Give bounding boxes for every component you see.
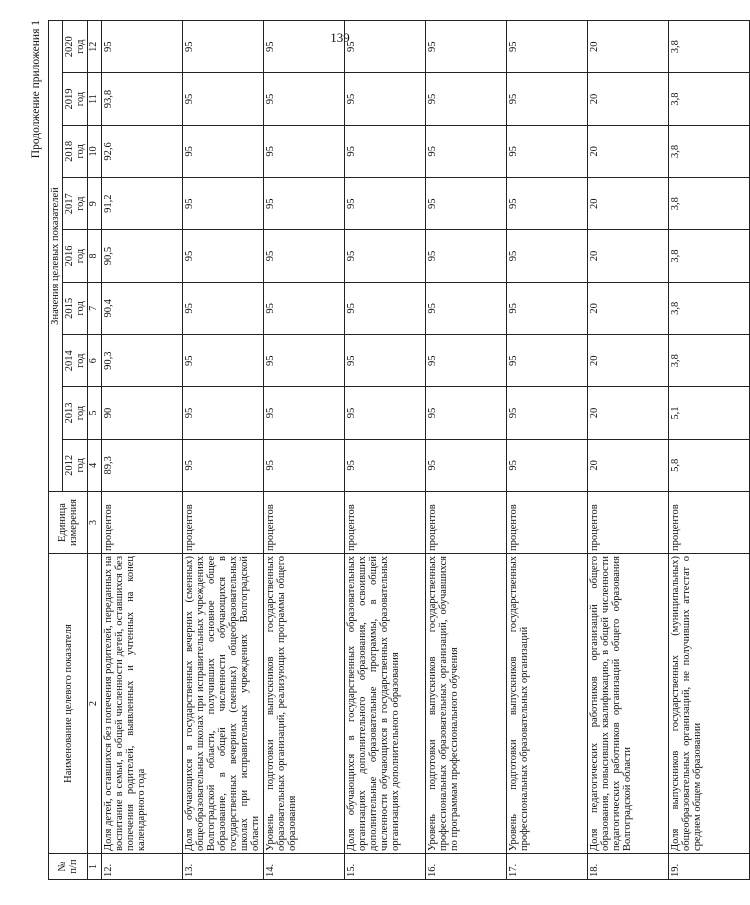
- value-cell: 95: [344, 335, 425, 387]
- value-cell: 90,3: [101, 335, 182, 387]
- value-cell: 3,8: [668, 21, 749, 73]
- value-cell: 95: [506, 178, 587, 230]
- value-cell: 5,1: [668, 387, 749, 439]
- value-cell: 20: [587, 73, 668, 125]
- row-number: 16.: [425, 854, 506, 880]
- value-cell: 3,8: [668, 335, 749, 387]
- value-cell: 95: [425, 335, 506, 387]
- column-index: 7: [88, 282, 102, 334]
- value-cell: 95: [506, 125, 587, 177]
- row-number: 13.: [182, 854, 263, 880]
- header-num: № п/п: [49, 854, 88, 880]
- header-year: 2017 год: [63, 178, 88, 230]
- table-row: [101, 21, 182, 880]
- value-cell: 95: [263, 439, 344, 491]
- value-cell: 95: [425, 178, 506, 230]
- unit-cell: процентов: [101, 492, 182, 554]
- row-number: 18.: [587, 854, 668, 880]
- value-cell: 90,4: [101, 282, 182, 334]
- value-cell: 95: [182, 73, 263, 125]
- value-cell: 95: [425, 230, 506, 282]
- header-name: Наименование целевого показателя: [49, 554, 88, 854]
- value-cell: 89,3: [101, 439, 182, 491]
- value-cell: 90,5: [101, 230, 182, 282]
- unit-cell: процентов: [182, 492, 263, 554]
- value-cell: 20: [587, 125, 668, 177]
- table-row: [668, 21, 749, 880]
- value-cell: 95: [344, 230, 425, 282]
- column-index: 8: [88, 230, 102, 282]
- value-cell: 95: [182, 439, 263, 491]
- value-cell: 20: [587, 230, 668, 282]
- row-number: 15.: [344, 854, 425, 880]
- column-index: 12: [88, 21, 102, 73]
- header-year: 2019 год: [63, 73, 88, 125]
- value-cell: 95: [506, 230, 587, 282]
- column-index-row: [88, 21, 102, 880]
- value-cell: 93,8: [101, 73, 182, 125]
- row-number: 14.: [263, 854, 344, 880]
- value-cell: 95: [344, 178, 425, 230]
- value-cell: 95: [344, 439, 425, 491]
- value-cell: 95: [506, 387, 587, 439]
- value-cell: 3,8: [668, 230, 749, 282]
- value-cell: 95: [263, 21, 344, 73]
- column-index: 11: [88, 73, 102, 125]
- unit-cell: процентов: [263, 492, 344, 554]
- value-cell: 95: [506, 439, 587, 491]
- value-cell: 3,8: [668, 73, 749, 125]
- indicator-name: Доля педагогических работников организаций общего образования, повысивших квалификацию, в общей численности педагогических работников организаций общего образования Волгоградской области: [587, 554, 668, 854]
- indicator-name: Доля детей, оставшихся без попечения родителей, переданных на воспитание в семьи, в общей численности детей, оставшихся без попечения родителей, выявленных и учтенных на конец календарного года: [101, 554, 182, 854]
- unit-cell: процентов: [668, 492, 749, 554]
- value-cell: 20: [587, 282, 668, 334]
- indicator-name: Уровень подготовки выпускников государственных образовательных организаций, реализующих программы общего образования: [263, 554, 344, 854]
- value-cell: 3,8: [668, 282, 749, 334]
- value-cell: 95: [182, 387, 263, 439]
- value-cell: 90: [101, 387, 182, 439]
- value-cell: 95: [182, 125, 263, 177]
- value-cell: 95: [182, 230, 263, 282]
- value-cell: 95: [182, 21, 263, 73]
- indicator-name: Уровень подготовки выпускников государственных профессиональных образовательных организаций: [506, 554, 587, 854]
- indicator-name: Доля обучающихся в государственных образовательных организациях дополнительного образования, освоивших дополнительные образовательные программы, в общей численности обучающихся в государственных образовательных организациях дополнительного образования: [344, 554, 425, 854]
- unit-cell: процентов: [425, 492, 506, 554]
- column-index: 4: [88, 439, 102, 491]
- value-cell: 95: [263, 73, 344, 125]
- column-index: 1: [88, 854, 102, 880]
- indicators-table: [48, 20, 750, 880]
- column-index: 10: [88, 125, 102, 177]
- row-number: 17.: [506, 854, 587, 880]
- header-year: 2015 год: [63, 282, 88, 334]
- value-cell: 20: [587, 178, 668, 230]
- indicator-name: Доля обучающихся в государственных вечерних (сменных) общеобразовательных школах при исправительных учреждениях Волгоградской области, получивших основное общее образование, в общей численности обучающихся в государственных вечерних (сменных) общеобразовательных школах при исправительных учреждениях Волгоградской области: [182, 554, 263, 854]
- table-row: [344, 21, 425, 880]
- value-cell: 95: [101, 21, 182, 73]
- value-cell: 95: [344, 73, 425, 125]
- value-cell: 95: [506, 335, 587, 387]
- unit-cell: процентов: [506, 492, 587, 554]
- value-cell: 95: [182, 282, 263, 334]
- value-cell: 95: [425, 125, 506, 177]
- value-cell: 95: [263, 387, 344, 439]
- table-row: [506, 21, 587, 880]
- table-row: [263, 21, 344, 880]
- column-index: 6: [88, 335, 102, 387]
- value-cell: 95: [263, 178, 344, 230]
- value-cell: 95: [263, 125, 344, 177]
- value-cell: 20: [587, 21, 668, 73]
- value-cell: 95: [344, 21, 425, 73]
- column-index: 5: [88, 387, 102, 439]
- value-cell: 95: [425, 73, 506, 125]
- header-year: 2012 год: [63, 439, 88, 491]
- value-cell: 20: [587, 335, 668, 387]
- value-cell: 5,8: [668, 439, 749, 491]
- column-index: 9: [88, 178, 102, 230]
- value-cell: 95: [425, 282, 506, 334]
- value-cell: 95: [506, 282, 587, 334]
- value-cell: 95: [506, 21, 587, 73]
- value-cell: 95: [263, 335, 344, 387]
- header-year: 2020 год: [63, 21, 88, 73]
- value-cell: 92,6: [101, 125, 182, 177]
- column-index: 3: [88, 492, 102, 554]
- table-row: [182, 21, 263, 880]
- header-year: 2016 год: [63, 230, 88, 282]
- row-number: 19.: [668, 854, 749, 880]
- header-year: 2013 год: [63, 387, 88, 439]
- continuation-note: Продолжение приложения 1: [30, 20, 42, 159]
- row-number: 12.: [101, 854, 182, 880]
- value-cell: 3,8: [668, 125, 749, 177]
- value-cell: 20: [587, 387, 668, 439]
- value-cell: 3,8: [668, 178, 749, 230]
- value-cell: 95: [425, 387, 506, 439]
- value-cell: 95: [506, 73, 587, 125]
- page-number: 139: [330, 30, 350, 45]
- indicator-name: Доля выпускников государственных (муниципальных) общеобразовательных организаций, не получивших аттестат о среднем общем образовании: [668, 554, 749, 854]
- value-cell: 95: [182, 335, 263, 387]
- value-cell: 95: [344, 387, 425, 439]
- value-cell: 91,2: [101, 178, 182, 230]
- value-cell: 95: [263, 230, 344, 282]
- header-values-group: Значения целевых показателей: [49, 21, 63, 492]
- column-index: 2: [88, 554, 102, 854]
- value-cell: 20: [587, 439, 668, 491]
- value-cell: 95: [425, 439, 506, 491]
- rotated-table-block: [28, 20, 703, 880]
- value-cell: 95: [425, 21, 506, 73]
- header-year: 2018 год: [63, 125, 88, 177]
- table-row: [587, 21, 668, 880]
- unit-cell: процентов: [344, 492, 425, 554]
- unit-cell: процентов: [587, 492, 668, 554]
- table-row: [425, 21, 506, 880]
- value-cell: 95: [182, 178, 263, 230]
- value-cell: 95: [344, 282, 425, 334]
- value-cell: 95: [344, 125, 425, 177]
- header-unit: Единица измерения: [49, 492, 88, 554]
- header-year: 2014 год: [63, 335, 88, 387]
- value-cell: 95: [263, 282, 344, 334]
- indicator-name: Уровень подготовки выпускников государственных профессиональных образовательных организаций, обучавшихся по программам профессионального обучения: [425, 554, 506, 854]
